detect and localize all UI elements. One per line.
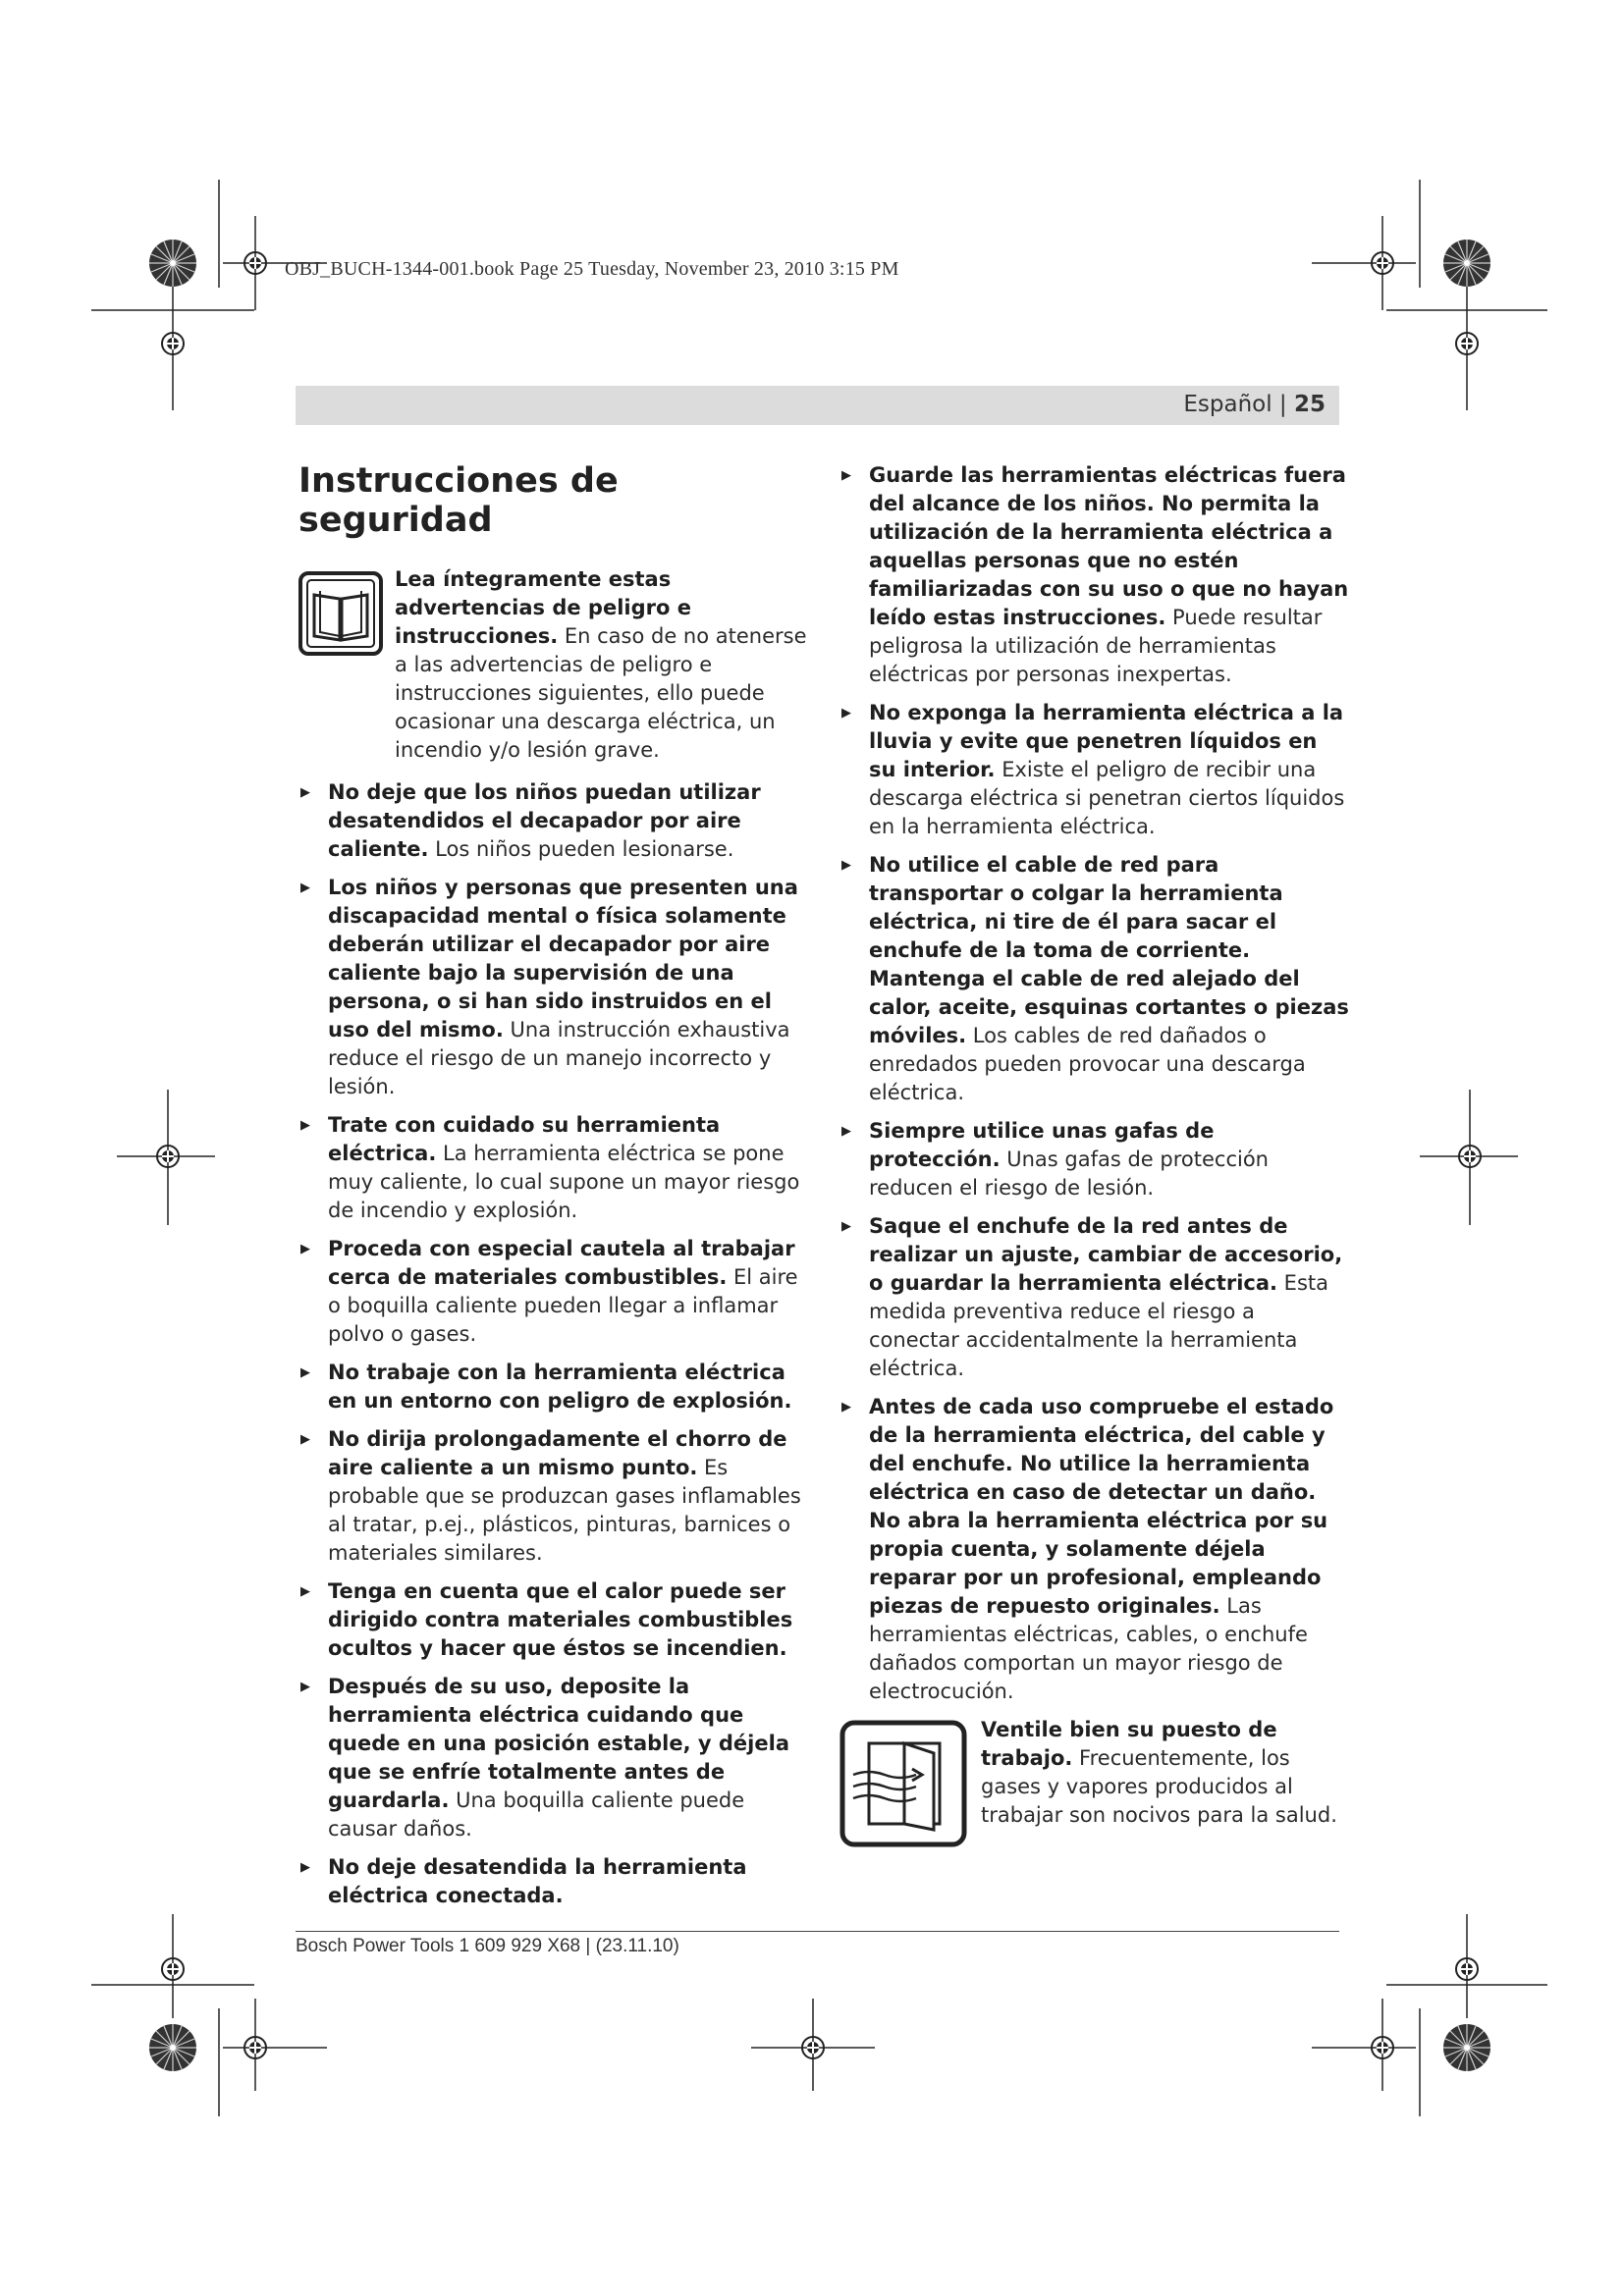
item-bold: No exponga la herramienta eléctrica a la lluvia y evite que penetren líquidos en su interior.: [869, 701, 1344, 781]
safety-item: [298, 1425, 809, 1568]
intro-regular: En caso de no atenerse a las advertencias de peligro e instrucciones siguientes, ello puede ocasionar una descarga eléctrica, un incendio y/o lesión grave.: [395, 624, 807, 762]
item-bold: Guarde las herramientas eléctricas fuera del alcance de los niños. No permita la utilización de la herramienta eléctrica a aquellas personas que no estén familiarizadas con su uso o que no hayan leído estas instrucciones.: [869, 463, 1349, 629]
item-bold: Tenga en cuenta que el calor puede ser dirigido contra materiales combustibles ocultos y hacer que éstos se incendien.: [328, 1579, 793, 1660]
safety-item: [298, 1359, 809, 1415]
intro-text: [395, 565, 809, 765]
page-header: [1183, 392, 1326, 417]
item-bold: Proceda con especial cautela al trabajar cerca de materiales combustibles.: [328, 1237, 795, 1289]
intro-block: [298, 565, 809, 765]
page-number: 25: [1293, 392, 1326, 417]
item-text: Puede resultar peligrosa la utilización de herramientas eléctricas por personas inexpertas.: [869, 606, 1323, 686]
ventilation-block: [839, 1716, 1350, 1873]
left-safety-list: [298, 778, 809, 1910]
safety-item: [839, 1117, 1350, 1202]
ventilation-bold: Ventile bien su puesto de trabajo.: [981, 1718, 1277, 1770]
item-bold: Trate con cuidado su herramienta eléctrica.: [328, 1113, 721, 1165]
header-separator: |: [1278, 392, 1287, 417]
item-bold: No dirija prolongadamente el chorro de aire caliente a un mismo punto.: [328, 1427, 787, 1479]
item-bold: Antes de cada uso compruebe el estado de la herramienta eléctrica, del cable y del enchufe. No utilice la herramienta eléctrica en caso de detectar un daño. No abra la herramienta eléctrica por su propia cuenta, y solamente déjela reparar por un profesional, empleando piezas de repuesto originales.: [869, 1395, 1334, 1618]
item-bold: Los niños y personas que presenten una discapacidad mental o física solamente deberán utilizar el decapador por aire caliente bajo la supervisión de una persona, o si han sido instruidos en el uso del mismo.: [328, 876, 798, 1041]
item-text: Los niños pueden lesionarse.: [428, 837, 734, 861]
ventilation-window-icon: [839, 1720, 967, 1847]
safety-item: [839, 1212, 1350, 1383]
item-text: Esta medida preventiva reduce el riesgo a conectar accidentalmente la herramienta eléctrica.: [869, 1271, 1328, 1380]
item-text: Una boquilla caliente puede causar daños.: [328, 1789, 745, 1841]
safety-item: [298, 1577, 809, 1663]
safety-item: [298, 1853, 809, 1910]
item-bold: No utilice el cable de red para transportar o colgar la herramienta eléctrica, ni tire de él para sacar el enchufe de la toma de corriente. Mantenga el cable de red alejado del calor, aceite, esquinas cortantes o piezas móviles.: [869, 853, 1349, 1047]
item-bold: Siempre utilice unas gafas de protección.: [869, 1119, 1215, 1171]
item-text: Unas gafas de protección reducen el riesgo de lesión.: [869, 1148, 1269, 1200]
item-bold: No trabaje con la herramienta eléctrica en un entorno con peligro de explosión.: [328, 1361, 792, 1413]
right-column: [839, 461, 1350, 1887]
item-text: La herramienta eléctrica se pone muy caliente, lo cual supone un mayor riesgo de incendio y explosión.: [328, 1142, 800, 1222]
item-bold: Después de su uso, deposite la herramienta eléctrica cuidando que quede en una posición estable, y déjela que se enfríe totalmente antes de guardarla.: [328, 1675, 789, 1812]
safety-item: [298, 1673, 809, 1843]
safety-item: [839, 1393, 1350, 1706]
safety-item: [839, 461, 1350, 689]
print-slug: OBJ_BUCH-1344-001.book Page 25 Tuesday, November 23, 2010 3:15 PM: [285, 258, 899, 280]
item-text: Existe el peligro de recibir una descarga eléctrica si penetran ciertos líquidos en la herramienta eléctrica.: [869, 758, 1345, 838]
manual-book-icon: [298, 571, 383, 656]
page-footer: Bosch Power Tools 1 609 929 X68 | (23.11.10): [296, 1936, 679, 1956]
intro-bold: Lea íntegramente estas advertencias de peligro e instrucciones.: [395, 567, 691, 648]
right-safety-list: [839, 461, 1350, 1706]
safety-item: [839, 851, 1350, 1107]
page-title: Instrucciones de seguridad: [298, 461, 619, 540]
safety-item: [839, 699, 1350, 841]
safety-item: [298, 778, 809, 864]
item-text: Los cables de red dañados o enredados pueden provocar una descarga eléctrica.: [869, 1024, 1306, 1104]
safety-item: [298, 1111, 809, 1225]
item-text: Es probable que se produzcan gases inflamables al tratar, p.ej., plásticos, pinturas, barnices o materiales similares.: [328, 1456, 801, 1565]
footer-divider: [296, 1931, 1339, 1932]
page-header-bar: [296, 386, 1339, 425]
item-bold: No deje que los niños puedan utilizar desatendidos el decapador por aire caliente.: [328, 780, 761, 861]
item-bold: No deje desatendida la herramienta eléctrica conectada.: [328, 1855, 747, 1907]
item-text: Una instrucción exhaustiva reduce el riesgo de un manejo incorrecto y lesión.: [328, 1018, 790, 1098]
safety-item: [298, 1235, 809, 1349]
item-bold: Saque el enchufe de la red antes de realizar un ajuste, cambiar de accesorio, o guardar la herramienta eléctrica.: [869, 1214, 1343, 1295]
header-language: Español: [1183, 392, 1272, 417]
ventilation-text: [981, 1716, 1350, 1830]
ventilation-regular: Frecuentemente, los gases y vapores producidos al trabajar son nocivos para la salud.: [981, 1746, 1337, 1827]
item-text: Las herramientas eléctricas, cables, o enchufe dañados comportan un mayor riesgo de electrocución.: [869, 1594, 1308, 1703]
left-column: [298, 461, 809, 1920]
safety-item: [298, 874, 809, 1101]
item-text: El aire o boquilla caliente pueden llegar a inflamar polvo o gases.: [328, 1265, 798, 1346]
